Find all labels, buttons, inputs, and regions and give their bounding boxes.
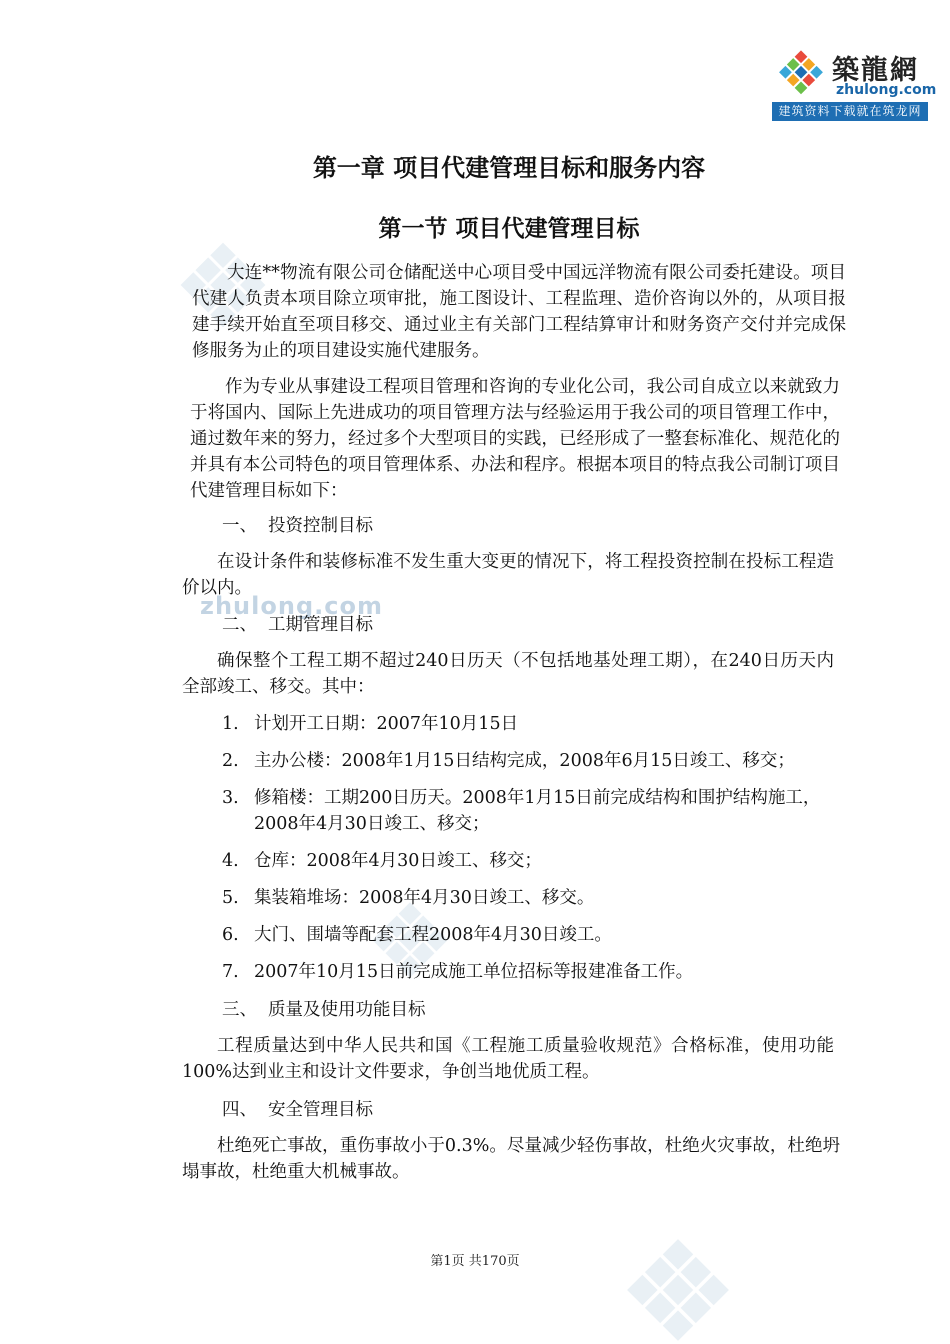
list-text: 主办公楼：2008年1月15日结构完成，2008年6月15日竣工、移交； (254, 751, 795, 771)
logo-tagline: 建筑资料下载就在筑龙网 (772, 102, 928, 121)
zhulong-logo-mark-icon (776, 48, 826, 98)
page-footer: 第1页 共170页 (430, 1254, 520, 1269)
list-number: 4. (222, 851, 239, 871)
list-text: 2007年10月15日前完成施工单位招标等报建准备工作。 (254, 962, 694, 982)
goal-number: 三、 (222, 1000, 257, 1020)
watermark-text: zhulong.com (200, 592, 383, 620)
list-item (222, 922, 842, 948)
chapter-title: 第一章 项目代建管理目标和服务内容 (312, 154, 706, 182)
goal-text-safety: 杜绝死亡事故，重伤事故小于0.3%。尽量减少轻伤事故，杜绝火灾事故，杜绝坍塌事故，杜绝重大机械事故。 (182, 1136, 840, 1182)
list-number: 7. (222, 962, 239, 982)
goal-heading-quality (222, 997, 426, 1023)
goal-text-schedule: 确保整个工程工期不超过240日历天（不包括地基处理工期），在240日历天内全部竣工、移交。其中： (182, 651, 834, 697)
goal-number: 四、 (222, 1100, 257, 1120)
list-text: 仓库：2008年4月30日竣工、移交； (254, 851, 542, 871)
logo-brand-cn: 築龍網 (832, 55, 919, 86)
list-item (222, 785, 842, 837)
list-number: 1. (222, 714, 239, 734)
list-number: 6. (222, 925, 239, 945)
goal-text-investment: 在设计条件和装修标准不发生重大变更的情况下，将工程投资控制在投标工程造价以内。 (182, 552, 834, 598)
list-number: 2. (222, 751, 239, 771)
goal-text-quality: 工程质量达到中华人民共和国《工程施工质量验收规范》合格标准，使用功能100%达到业主和设计文件要求，争创当地优质工程。 (182, 1036, 834, 1082)
list-item (222, 711, 842, 737)
list-item (222, 848, 842, 874)
list-text: 集装箱堆场：2008年4月30日竣工、移交。 (254, 888, 595, 908)
list-text: 修箱楼：工期200日历天。2008年1月15日前完成结构和围护结构施工，2008年4月30日竣工、移交； (254, 788, 821, 834)
list-number: 3. (222, 788, 239, 808)
list-text: 计划开工日期：2007年10月15日 (254, 714, 519, 734)
list-item (222, 748, 842, 774)
list-number: 5. (222, 888, 239, 908)
schedule-list (222, 711, 842, 996)
intro-paragraph: 大连**物流有限公司仓储配送中心项目受中国远洋物流有限公司委托建设。项目代建人负责本项目除立项审批，施工图设计、工程监理、造价咨询以外的，从项目报建手续开始直至项目移交、通过业主有关部门工程结算审计和财务资产交付并完成保修服务为止的项目建设实施代建服务。 (192, 263, 846, 361)
list-item (222, 885, 842, 911)
goal-heading-schedule (222, 612, 373, 638)
company-paragraph: 作为专业从事建设工程项目管理和咨询的专业化公司，我公司自成立以来就致力于将国内、国际上先进成功的项目管理方法与经验运用于我公司的项目管理工作中，通过数年来的努力，经过多个大型项目的实践，已经形成了一整套标准化、规范化的并具有本公司特色的项目管理体系、办法和程序。根据本项目的特点我公司制订项目代建管理目标如下： (190, 377, 840, 501)
goal-number: 二、 (222, 615, 257, 635)
goal-heading-safety (222, 1097, 373, 1123)
goal-title: 工期管理目标 (268, 615, 373, 635)
section-title: 第一节 项目代建管理目标 (378, 216, 640, 242)
list-item (222, 959, 842, 985)
goal-title: 安全管理目标 (268, 1100, 373, 1120)
logo-brand-en: zhulong.com (836, 82, 937, 98)
goal-number: 一、 (222, 516, 257, 536)
zhulong-logo (772, 44, 937, 122)
list-text: 大门、围墙等配套工程2008年4月30日竣工。 (254, 925, 612, 945)
goal-title: 质量及使用功能目标 (268, 1000, 426, 1020)
goal-title: 投资控制目标 (268, 516, 373, 536)
goal-heading-investment (222, 513, 373, 539)
